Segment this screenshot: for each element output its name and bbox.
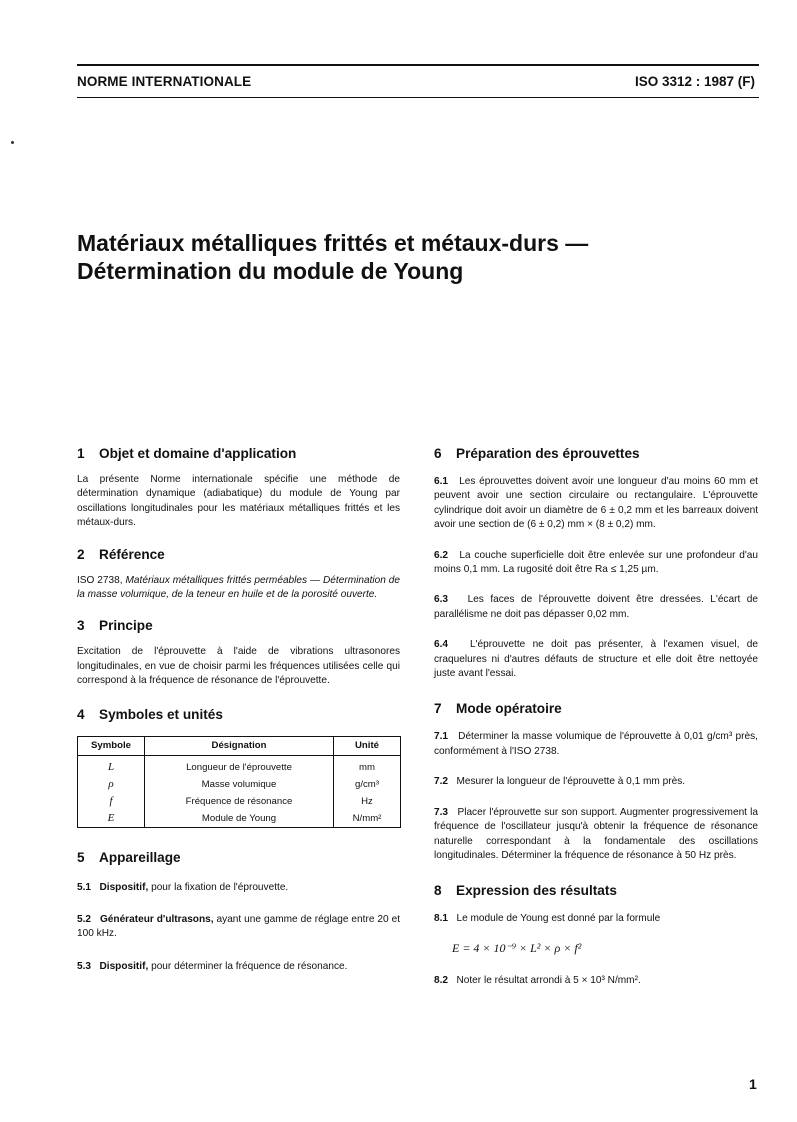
clause-number: 5.1	[77, 881, 92, 893]
unit-cell: g/cm³	[334, 776, 401, 793]
title-line-2: Détermination du module de Young	[77, 258, 464, 284]
section-number: 3	[77, 618, 85, 634]
section-7-heading	[434, 701, 758, 716]
unit-cell: mm	[334, 755, 401, 776]
reference-number: ISO 2738,	[77, 574, 123, 586]
table-row	[78, 776, 401, 793]
clause-7-1	[434, 730, 758, 759]
section-6-heading	[434, 446, 758, 461]
symbol-cell: f	[78, 793, 145, 810]
section-1-heading	[77, 446, 400, 461]
clause-5-3	[77, 960, 400, 974]
clause-5-2	[77, 913, 400, 942]
section-8-heading	[434, 883, 758, 898]
clause-text: pour déterminer la fréquence de résonance.	[151, 960, 348, 972]
section-title: Référence	[99, 546, 165, 562]
table-row	[78, 793, 401, 810]
young-modulus-formula: E = 4 × 10⁻⁹ × L² × ρ × f²	[452, 940, 582, 955]
symbol-cell: E	[78, 810, 145, 828]
clause-text: Noter le résultat arrondi à 5 × 10³ N/mm².	[456, 974, 641, 986]
clause-label: Dispositif,	[99, 881, 149, 893]
clause-number: 6.3	[434, 594, 449, 606]
clause-number: 5.2	[77, 914, 92, 926]
clause-number: 7.2	[434, 776, 449, 788]
clause-number: 8.2	[434, 974, 449, 986]
left-column	[77, 446, 400, 974]
section-number: 7	[434, 701, 442, 717]
section-number: 5	[77, 849, 85, 865]
clause-number: 7.3	[434, 806, 449, 818]
header-right: ISO 3312 : 1987 (F)	[634, 74, 755, 89]
clause-7-2	[434, 775, 758, 789]
section-number: 2	[77, 546, 85, 562]
clause-label: Dispositif,	[99, 960, 149, 972]
page-number: 1	[749, 1076, 757, 1092]
title-line-1: Matériaux métalliques frittés et métaux-durs —	[77, 230, 589, 256]
section-2-body	[77, 574, 400, 603]
clause-label: Générateur d'ultrasons,	[99, 914, 214, 926]
section-4-heading	[77, 707, 400, 722]
section-title: Symboles et unités	[99, 706, 223, 722]
clause-text: Placer l'éprouvette sur son support. Augmenter progressivement la fréquence de l'oscillateur jusqu'à obtenir la fréquence de résonance naturelle correspondant à la fondamentale des oscillations longitudinales. Déterminer la fréquence de résonance à 50 Hz près.	[434, 806, 758, 861]
clause-number: 7.1	[434, 731, 449, 743]
section-title: Expression des résultats	[456, 883, 617, 899]
symbols-table	[77, 736, 401, 828]
unit-cell: Hz	[334, 793, 401, 810]
clause-5-1	[77, 881, 400, 895]
clause-number: 8.1	[434, 913, 449, 925]
section-number: 1	[77, 446, 85, 461]
designation-cell: Longueur de l'éprouvette	[145, 755, 334, 776]
document-title	[77, 229, 677, 285]
section-number: 4	[77, 706, 85, 722]
clause-number: 6.2	[434, 549, 449, 561]
clause-6-4	[434, 638, 758, 681]
section-number: 6	[434, 446, 442, 461]
section-2-heading	[77, 547, 400, 562]
table-header: Symbole	[78, 736, 145, 755]
right-column	[434, 446, 758, 988]
section-3-heading	[77, 618, 400, 633]
clause-number: 6.4	[434, 639, 449, 651]
symbol-cell: ρ	[78, 776, 145, 793]
clause-6-1	[434, 475, 758, 533]
section-1-body: La présente Norme internationale spécifie une méthode de détermination dynamique (adiabatique) du module de Young par oscillations longitudinales pour les matériaux métalliques frittés et les métaux-durs.	[77, 474, 400, 529]
clause-text: pour la fixation de l'éprouvette.	[151, 881, 289, 893]
table-header: Désignation	[145, 736, 334, 755]
section-5-heading	[77, 850, 400, 865]
clause-text: Les faces de l'éprouvette doivent être dressées. L'écart de parallélisme ne doit pas dépasser 0,02 mm.	[434, 594, 758, 620]
unit-cell: N/mm²	[334, 810, 401, 828]
table-row	[78, 755, 401, 776]
clause-text: Mesurer la longueur de l'éprouvette à 0,1 mm près.	[456, 776, 686, 788]
clause-text: Les éprouvettes doivent avoir une longueur d'au moins 60 mm et peuvent avoir une section circulaire ou rectangulaire. L'éprouvette cylindrique doit avoir un diamètre de 6 ± 0,2 mm et les barreaux doivent avoir une section de (6 ± 0,2) mm × (8 ± 0,2) mm.	[434, 476, 758, 531]
header-left: NORME INTERNATIONALE	[77, 74, 252, 89]
running-header	[77, 64, 759, 98]
symbol-cell: L	[78, 755, 145, 776]
margin-dot	[11, 141, 14, 144]
section-title: Principe	[99, 618, 153, 634]
section-title: Appareillage	[99, 849, 181, 865]
section-3-body: Excitation de l'éprouvette à l'aide de vibrations ultrasonores longitudinales, en vue de choisir parmi les fréquences utilisées celle qui correspond à la fréquence de résonance de l'éprouvette.	[77, 646, 400, 687]
section-title: Mode opératoire	[456, 701, 562, 717]
clause-text: L'éprouvette ne doit pas présenter, à l'examen visuel, de craquelures ni d'autres défauts de structure et elle doit être nettoyée juste avant l'essai.	[434, 639, 758, 680]
table-row	[78, 810, 401, 828]
clause-8-1	[434, 912, 758, 926]
section-number: 8	[434, 883, 442, 899]
clause-text: Le module de Young est donné par la formule	[456, 913, 661, 925]
section-title: Objet et domaine d'application	[99, 446, 297, 461]
clause-number: 6.1	[434, 476, 449, 487]
designation-cell: Fréquence de résonance	[145, 793, 334, 810]
table-header-row	[78, 736, 401, 755]
designation-cell: Masse volumique	[145, 776, 334, 793]
clause-number: 5.3	[77, 960, 92, 972]
clause-text: La couche superficielle doit être enlevée sur une profondeur d'au moins 0,1 mm. La rugosité doit être Ra ≤ 1,25 µm.	[434, 549, 758, 576]
clause-6-2	[434, 549, 758, 578]
clause-text: Déterminer la masse volumique de l'éprouvette à 0,01 g/cm³ près, conformément à l'ISO 2738.	[434, 731, 758, 757]
clause-6-3	[434, 593, 758, 622]
reference-title: Matériaux métalliques frittés perméables — Détermination de la masse volumique, de la teneur en huile et de la porosité ouverte.	[77, 574, 401, 601]
clause-8-2	[434, 974, 758, 988]
clause-text: ayant une gamme de réglage entre 20 et 100 kHz.	[77, 914, 400, 940]
table-header: Unité	[334, 736, 401, 755]
section-title: Préparation des éprouvettes	[456, 446, 640, 461]
designation-cell: Module de Young	[145, 810, 334, 828]
clause-7-3	[434, 806, 758, 864]
